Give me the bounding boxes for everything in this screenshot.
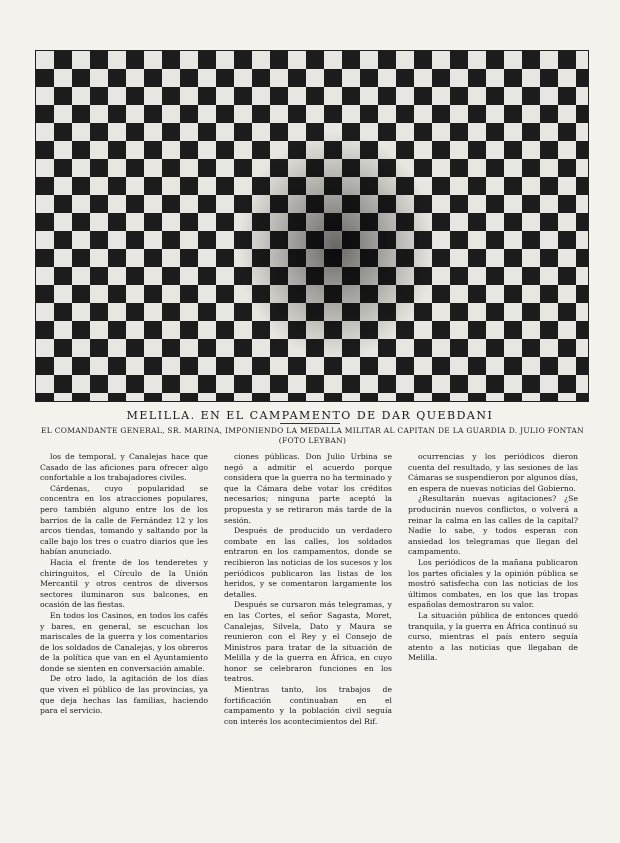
paragraph: Mientras tanto, los trabajos de fortificación continuaban en el campamento y la población civil seguía con interés los acontecimientos del Rif. — [224, 685, 392, 726]
text-column-1 — [40, 452, 208, 837]
paragraph: Después de producido un verdadero combate en las calles, los soldados entraron en los campamentos, donde se recibieron las noticias de los sucesos y los periódicos publicaron las listas de los heridos, y se comentaron largamente los detalles. — [224, 526, 392, 599]
paragraph: ¿Resultarán nuevas agitaciones? ¿Se producirán nuevos conflictos, o volverá a reinar la calma en las calles de la capital? Nadie lo sabe, y todos esperan con ansiedad los telegramas que llegan del campamento. — [408, 494, 578, 557]
paragraph: ocurrencias y los periódicos dieron cuenta del resultado, y las sesiones de las Cámaras se suspendieron por algunos días, en espera de nuevas noticias del Gobierno. — [408, 452, 578, 493]
text-column-3 — [408, 452, 578, 837]
paragraph: Cárdenas, cuyo popularidad se concentra en los atracciones populares, pero también alguno entre los de los barrios de la calle de Fernández 12 y los arcos tiendas, tomando y saltando por la calle bajo los tres o cuatro diarios que les habían anunciado. — [40, 483, 208, 557]
news-photograph — [35, 50, 589, 402]
paragraph: En todos los Casinos, en todos los cafés y bares, en general, se escuchan los mariscales de la guerra y los comentarios de los soldados de Canalejas, y los obreros de la política que van en el Ayuntamiento donde se sienten en conversación amable. — [40, 610, 208, 673]
photo-caption-title: MELILLA. EN EL CAMPAMENTO DE DAR QUEBDANI — [126, 409, 494, 422]
text-column-2 — [224, 452, 392, 837]
paragraph: Después se cursaron más telegramas, y en las Cortes, el señor Sagasta, Moret, Canalejas, Silvela, Dato y Maura se reunieron con el Rey y el Consejo de Ministros para tratar de la situación de Melilla y de la guerra en África, en cuyo honor se celebraron funciones en los teatros. — [224, 600, 392, 684]
paragraph: los de temporal, y Canalejas hace que Casado de las aficiones para ofrecer algo confortable a los trabajadores civiles. — [40, 452, 208, 483]
paragraph: ciones públicas. Don Julio Urbina se negó a admitir el acuerdo porque considera que la guerra no ha terminado y que la Cámara debe votar los créditos necesarios; ninguna parte aceptó la propuesta y se retiraron más tarde de la sesión. — [224, 452, 392, 525]
paragraph: Los periódicos de la mañana publicaron los partes oficiales y la opinión pública se mostró satisfecha con las noticias de los últimos combates, en los que las tropas españolas demostraron su valor. — [408, 557, 578, 610]
photo-caption-subtitle: EL COMANDANTE GENERAL, SR. MARINA, IMPONIENDO LA MEDALLA MILITAR AL CAPITAN DE LA GUARDIA D. JULIO FONTAN (FOTO LEYBAN) — [40, 426, 585, 445]
paragraph: De otro lado, la agitación de los días que viven el público de las provincias, ya que deja hechas las familias, haciendo para el servicio. — [40, 674, 208, 716]
paragraph: La situación pública de entonces quedó tranquila, y la guerra en África continuó su curso, mientras el país entero seguía atento a las noticias que llegaban de Melilla. — [408, 610, 578, 663]
caption-divider — [280, 423, 340, 424]
paragraph: Hacia el frente de los tenderetes y chiringuitos, el Círculo de la Unión Mercantil y otros centros de diversos sectores iluminaron sus balcones, en ocasión de las fiestas. — [40, 557, 208, 610]
